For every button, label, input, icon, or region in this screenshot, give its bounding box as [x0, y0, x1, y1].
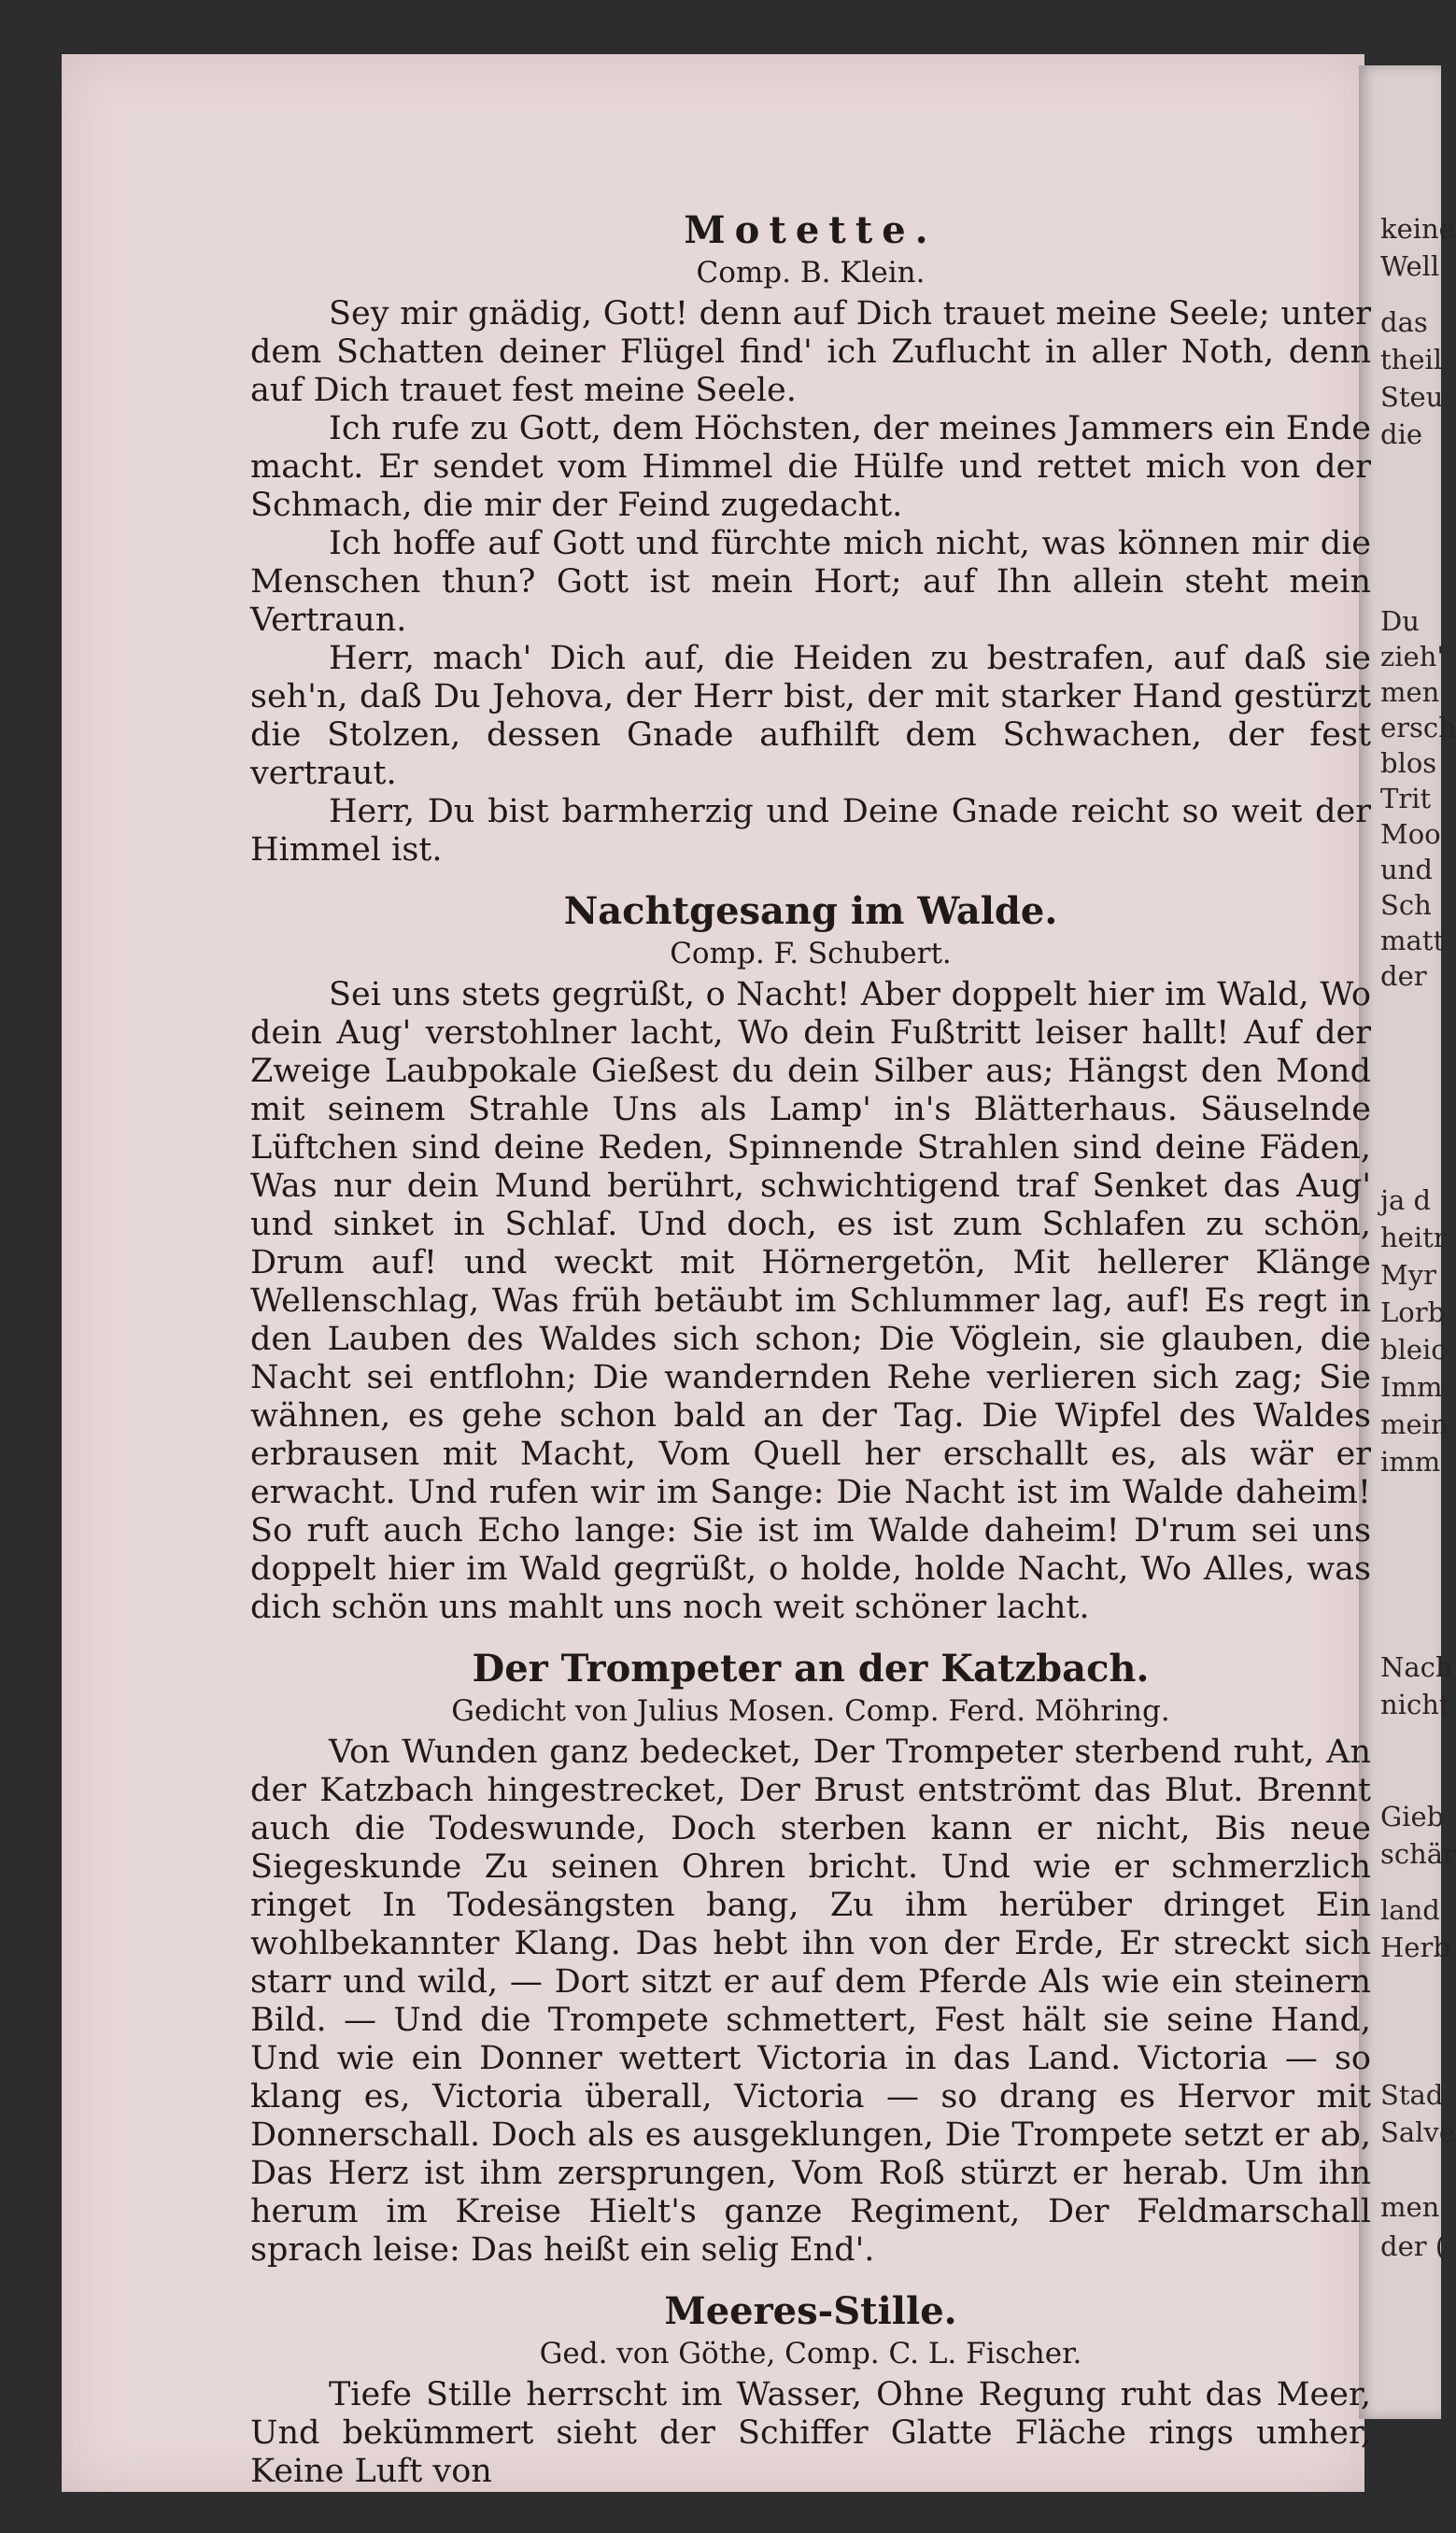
fragment: Herb [1380, 1932, 1450, 1963]
fragment: theil [1380, 344, 1443, 375]
fragment: Steu [1380, 381, 1444, 413]
section-credit: Ged. von Göthe, Comp. C. L. Fischer. [539, 2337, 1082, 2370]
fragment: imm [1380, 1446, 1441, 1478]
paragraph: Herr, Du bist barmherzig und Deine Gnade reicht so weit der Himmel ist. [250, 793, 1371, 869]
fragment: keine [1380, 213, 1455, 245]
next-page-fragments [1377, 213, 1456, 2436]
fragment: Imm [1380, 1371, 1443, 1403]
paragraph: Ich rufe zu Gott, dem Höchsten, der meines Jammers ein Ende macht. Er sendet vom Himmel die Hülfe und rettet mich von der Schmach, die mir der Feind zugedacht. [250, 410, 1371, 524]
fragment: der ( [1380, 2230, 1447, 2262]
fragment: men [1380, 2191, 1440, 2223]
section-credit: Gedicht von Julius Mosen. Comp. Ferd. Möhring. [451, 1694, 1170, 1728]
fragment: Well [1380, 250, 1440, 282]
paragraph: Sei uns stets gegrüßt, o Nacht! Aber doppelt hier im Wald, Wo dein Aug' verstohlner lacht, Wo dein Fußtritt leiser hallt! Auf der Zweige Laubpokale Gießest du dein Silber aus; Hängst den Mond mit seinem Strahle Uns als Lamp' in's Blätterhaus. Säuselnde Lüftchen sind deine Reden, Spinnende Strahlen sind deine Fäden, Was nur dein Mund berührt, schwichtigend traf Senket das Aug' und sinket in Schlaf. Und doch, es ist zum Schlafen zu schön, Drum auf! und weckt mit Hörnergetön, Mit hellerer Klänge Wellenschlag, Was früh betäubt im Schlummer lag, auf! Es regt in den Lauben des Waldes sich schon; Die Vöglein, sie glauben, die Nacht sei entflohn; Die wandernden Rehe verlieren sich zag; Sie wähnen, es gehe schon bald an der Tag. Die Wipfel des Waldes erbrausen mit Macht, Vom Quell her erschallt es, als wär er erwacht. Und rufen wir im Sange: Die Nacht ist im Walde daheim! So ruft auch Echo lange: Sie ist im Walde daheim! D'rum sei uns doppelt hier im Wald gegrüßt, o holde, holde Nacht, Wo Alles, was dich schön uns mahlt uns noch weit schöner lacht. [250, 976, 1371, 1626]
fragment: Gieb [1380, 1801, 1445, 1833]
page-content [250, 207, 1371, 2510]
fragment: mein [1380, 1408, 1449, 1440]
fragment: Salve [1380, 2116, 1455, 2148]
section-credit: Comp. B. Klein. [696, 256, 926, 290]
fragment: zieh' [1380, 641, 1445, 672]
section-meeresstille [250, 2288, 1371, 2491]
fragment: Du [1380, 605, 1420, 637]
fragment: heitr [1380, 1222, 1447, 1253]
fragment: die [1380, 418, 1423, 450]
fragment: der [1380, 960, 1427, 992]
section-title: Der Trompeter an der Katzbach. [472, 1647, 1150, 1691]
fragment: und [1380, 854, 1433, 885]
section-title: Nachtgesang im Walde. [563, 889, 1058, 933]
section-trompeter [250, 1646, 1371, 2270]
fragment: Myr [1380, 1259, 1436, 1291]
fragment: nicht [1380, 1689, 1450, 1720]
paragraph: Ich hoffe auf Gott und fürchte mich nicht, was können mir die Menschen thun? Gott ist mein Hort; auf Ihn allein steht mein Vertraun. [250, 525, 1371, 639]
fragment: Moo [1380, 818, 1441, 850]
fragment: Sch [1380, 889, 1432, 921]
fragment: ersch [1380, 712, 1456, 743]
paragraph: Sey mir gnädig, Gott! denn auf Dich trauet meine Seele; unter dem Schatten deiner Flügel find' ich Zuflucht in aller Noth, denn auf Dich trauet fest meine Seele. [250, 295, 1371, 409]
fragment: Lorb [1380, 1296, 1446, 1328]
fragment: land [1380, 1894, 1440, 1926]
fragment: matt [1380, 925, 1445, 956]
section-title: Motette. [684, 208, 938, 252]
fragment: men [1380, 676, 1440, 708]
fragment: Trit [1380, 783, 1432, 814]
fragment: das [1380, 306, 1428, 338]
fragment: schär [1380, 1838, 1456, 1870]
paragraph: Tiefe Stille herrscht im Wasser, Ohne Regung ruht das Meer, Und bekümmert sieht der Schiffer Glatte Fläche rings umher, Keine Luft von [250, 2376, 1371, 2490]
section-nachtgesang [250, 888, 1371, 1627]
paragraph: Herr, mach' Dich auf, die Heiden zu bestrafen, auf daß sie seh'n, daß Du Jehova, der Herr bist, der mit starker Hand gestürzt die Stolzen, dessen Gnade aufhilft dem Schwachen, der fest vertraut. [250, 640, 1371, 792]
section-title: Meeres-Stille. [664, 2289, 957, 2333]
paragraph: Von Wunden ganz bedecket, Der Trompeter sterbend ruht, An der Katzbach hingestrecket, Der Brust entströmt das Blut. Brennt auch die Todeswunde, Doch sterben kann er nicht, Bis neue Siegeskunde Zu seinen Ohren bricht. Und wie er schmerzlich ringet In Todesängsten bang, Zu ihm herüber dringet Ein wohlbekannter Klang. Das hebt ihn von der Erde, Er streckt sich starr und wild, — Dort sitzt er auf dem Pferde Als wie ein steinern Bild. — Und die Trompete schmettert, Fest hält sie seine Hand, Und wie ein Donner wettert Victoria in das Land. Victoria — so klang es, Victoria überall, Victoria — so drang es Hervor mit Donnerschall. Doch als es ausgeklungen, Die Trompete setzt er ab, Das Herz ist ihm zersprungen, Vom Roß stürzt er herab. Um ihn herum im Kreise Hielt's ganze Regiment, Der Feldmarschall sprach leise: Das heißt ein selig End'. [250, 1733, 1371, 2269]
section-motette [250, 207, 1371, 870]
fragment: ja d [1380, 1184, 1432, 1216]
fragment: Nach [1380, 1651, 1453, 1683]
fragment: Stad [1380, 2079, 1444, 2111]
section-credit: Comp. F. Schubert. [670, 937, 952, 970]
fragment: bleic [1380, 1334, 1447, 1366]
fragment: blos [1380, 747, 1437, 779]
